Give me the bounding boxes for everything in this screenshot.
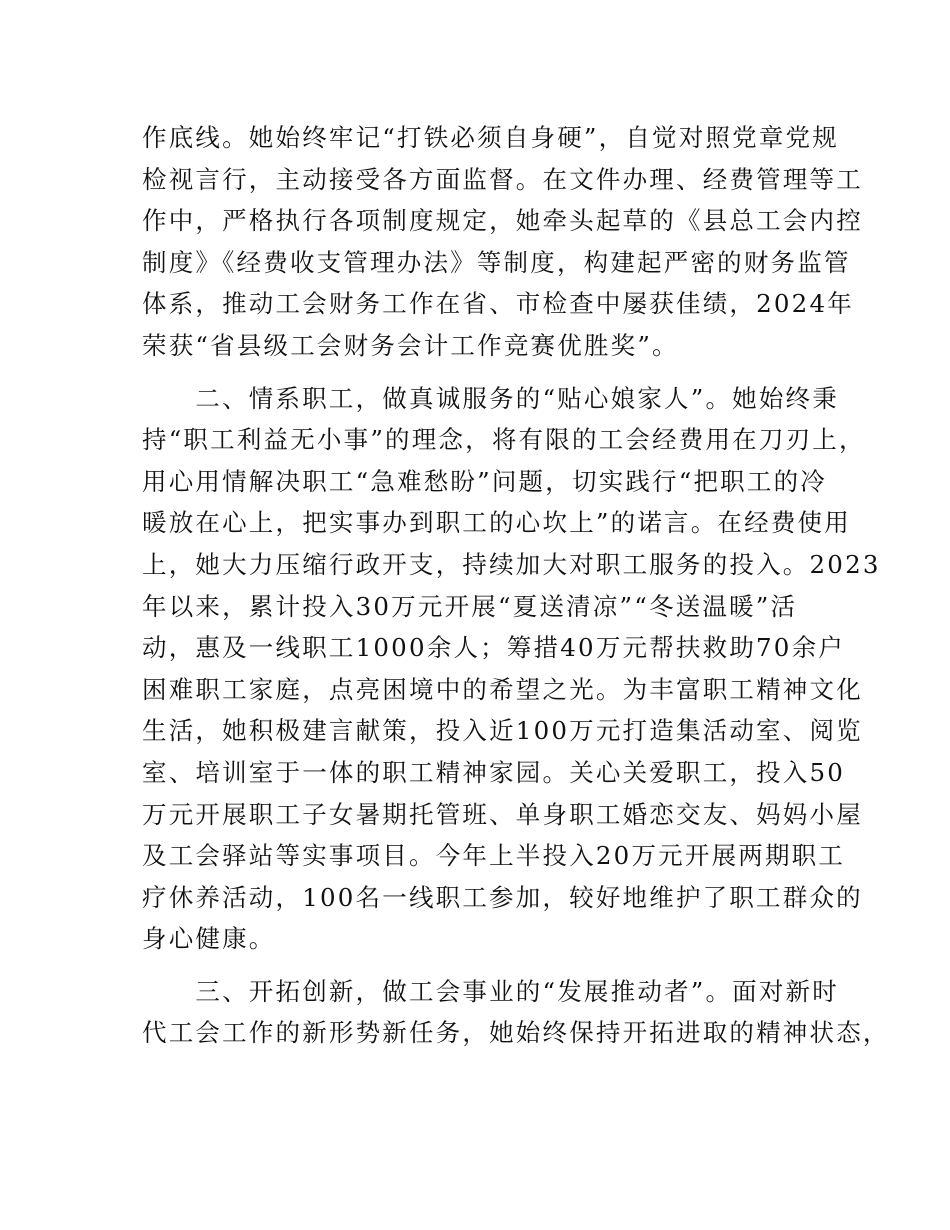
text-line: 持“职工利益无小事”的理念，将有限的工会经费用在刀刃上， bbox=[142, 425, 866, 455]
text-line: 室、培训室于一体的职工精神家园。关心关爱职工，投入50 bbox=[142, 757, 846, 787]
text-line: 检视言行，主动接受各方面监督。在文件办理、经费管理等工 bbox=[142, 164, 863, 194]
text-line: 作底线。她始终牢记“打铁必须自身硬”，自觉对照党章党规 bbox=[142, 123, 839, 152]
text-line: 万元开展职工子女暑期托管班、单身职工婚恋交友、妈妈小屋 bbox=[142, 799, 863, 829]
text-line: 及工会驿站等实事项目。今年上半投入20万元开展两期职工 bbox=[142, 841, 846, 871]
text-line: 动，惠及一线职工1000余人；筹措40万元帮扶救助70余户 bbox=[142, 633, 845, 663]
text-line: 体系，推动工会财务工作在省、市检查中屡获佳绩，2024年 bbox=[142, 289, 854, 319]
paragraph-heading-line: 二、情系职工，做真诚服务的“贴心娘家人”。她始终秉 bbox=[142, 383, 839, 413]
text-line: 疗休养活动，100名一线职工参加，较好地维护了职工群众的 bbox=[142, 882, 863, 912]
text-line: 制度》《经费收支管理办法》等制度，构建起严密的财务监管 bbox=[142, 247, 851, 277]
text-line: 年以来，累计投入30万元开展“夏送清凉”“冬送温暖”活 bbox=[142, 591, 798, 621]
text-line: 上，她大力压缩行政开支，持续加大对职工服务的投入。2023 bbox=[142, 549, 881, 579]
text-line: 暖放在心上，把实事办到职工的心坎上”的诺言。在经费使用 bbox=[142, 508, 851, 538]
text-line: 代工会工作的新形势新任务，她始终保持开拓进取的精神状态， bbox=[142, 1018, 890, 1048]
paragraph-heading-line: 三、开拓创新，做工会事业的“发展推动者”。面对新时 bbox=[142, 976, 839, 1006]
text-line: 困难职工家庭，点亮困境中的希望之光。为丰富职工精神文化 bbox=[142, 674, 863, 704]
text-line: 用心用情解决职工“急难愁盼”问题，切实践行“把职工的冷 bbox=[142, 466, 827, 496]
text-line: 作中，严格执行各项制度规定，她牵头起草的《县总工会内控 bbox=[142, 206, 863, 236]
text-line: 身心健康。 bbox=[142, 924, 276, 954]
text-line: 生活，她积极建言献策，投入近100万元打造集活动室、阅览 bbox=[142, 716, 863, 746]
text-line: 荣获“省县级工会财务会计工作竞赛优胜奖”。 bbox=[142, 330, 679, 360]
document-body bbox=[142, 117, 890, 1054]
